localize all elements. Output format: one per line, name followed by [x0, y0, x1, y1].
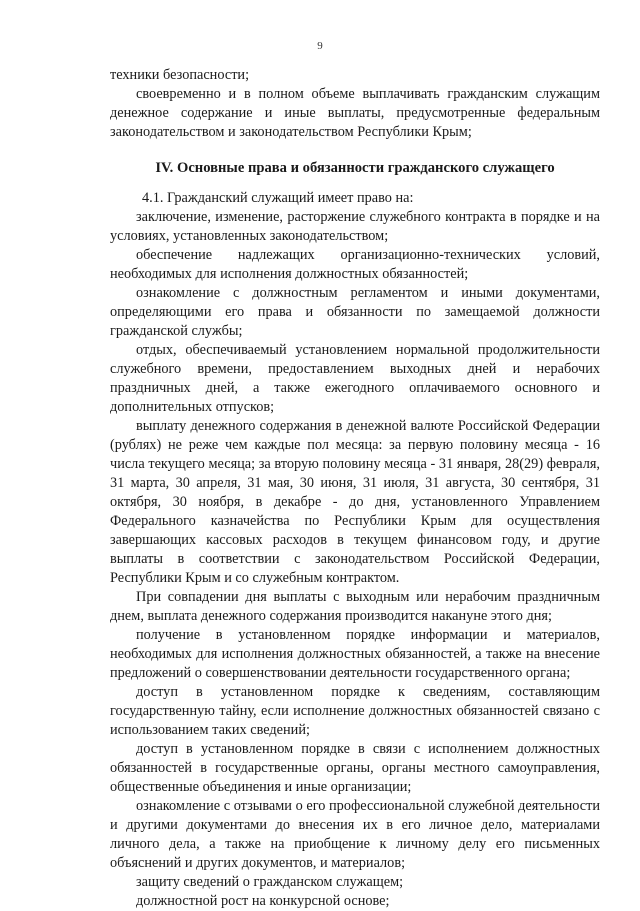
section-heading: IV. Основные права и обязанности гражданского служащего [155, 160, 555, 176]
text-paragraph: должностной рост на конкурсной основе; [136, 893, 390, 909]
text-paragraph: 4.1. Гражданский служащий имеет право на: [142, 190, 414, 206]
text-paragraph: заключение, изменение, расторжение служебного контракта в порядке и на условиях, установленных законодательством; [110, 209, 600, 244]
text-paragraph: отдых, обеспечиваемый установлением нормальной продолжительности служебного времени, предоставлением выходных дней и нерабочих праздничных дней, а также ежегодного оплачиваемого основного и дополнительных отпусков; [110, 342, 600, 415]
text-paragraph: доступ в установленном порядке в связи с исполнением должностных обязанностей в государственные органы, органы местного самоуправления, общественные объединения и иные организации; [110, 741, 600, 795]
text-paragraph: При совпадении дня выплаты с выходным или нерабочим праздничным днем, выплата денежного содержания производится накануне этого дня; [110, 589, 600, 624]
text-paragraph: доступ в установленном порядке к сведениям, составляющим государственную тайну, если исполнение должностных обязанностей связано с использованием таких сведений; [110, 684, 600, 738]
text-paragraph: обеспечение надлежащих организационно-технических условий, необходимых для исполнения должностных обязанностей; [110, 247, 600, 282]
text-paragraph: выплату денежного содержания в денежной валюте Российской Федерации (рублях) не реже чем каждые пол месяца: за первую половину месяца - 16 числа текущего месяца; за вторую половину месяца - 31 января, 28(29) февраля, 31 марта, 30 апреля, 31 мая, 30 июня, 31 июля, 31 августа, 30 сентября, 31 октября, 30 ноября, в декабре - до дня, установленного Управлением Федерального казначейства по Республики Крым для осуществления завершающих кассовых расходов в текущем финансовом году, и другие выплаты в соответствии с законодательством Российской Федерации, Республики Крым и со служебным контрактом. [110, 418, 600, 586]
text-paragraph: защиту сведений о гражданском служащем; [136, 874, 404, 890]
text-paragraph: получение в установленном порядке информации и материалов, необходимых для исполнения должностных обязанностей, а также на внесение предложений о совершенствовании деятельности государственного органа; [110, 627, 600, 681]
text-line: техники безопасности; [110, 67, 250, 83]
text-paragraph: ознакомление с должностным регламентом и иными документами, определяющими его права и обязанности по замещаемой должности гражданской службы; [110, 285, 600, 339]
document-body [110, 66, 600, 911]
page-number: 9 [317, 40, 323, 52]
text-paragraph: своевременно и в полном объеме выплачивать гражданским служащим денежное содержание и иные выплаты, предусмотренные федеральным законодательством и законодательством Республики Крым; [110, 86, 600, 140]
text-paragraph: ознакомление с отзывами о его профессиональной служебной деятельности и другими документами до внесения их в его личное дело, материалами личного дела, а также на приобщение к личному делу его письменных объяснений и других документов, и материалов; [110, 798, 600, 871]
